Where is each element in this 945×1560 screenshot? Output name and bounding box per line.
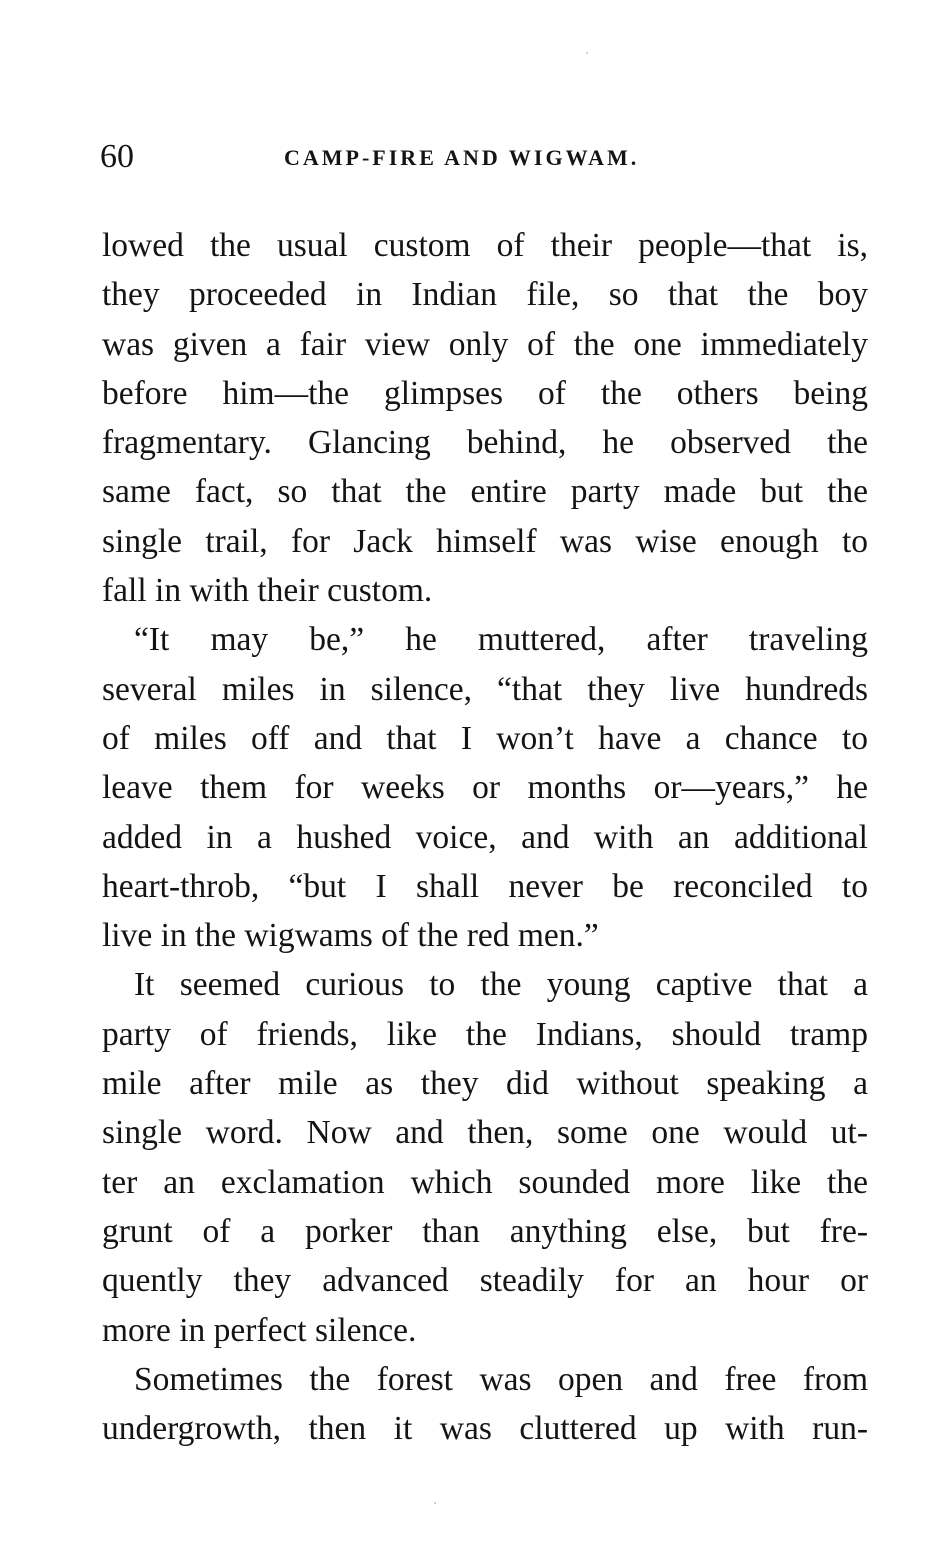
paragraph <box>102 221 868 615</box>
text-line: grunt of a porker than anything else, but fre- <box>102 1212 868 1250</box>
text-line: “It may be,” he muttered, after traveling <box>134 621 868 659</box>
paper-speck <box>434 1502 436 1504</box>
paragraph <box>102 960 868 1354</box>
page-header <box>100 132 870 182</box>
text-line: before him—the glimpses of the others being <box>102 374 868 412</box>
text-line: ter an exclamation which sounded more like the <box>102 1163 868 1201</box>
text-line: quently they advanced steadily for an hour or <box>102 1262 868 1300</box>
text-line: Sometimes the forest was open and free from <box>134 1360 868 1398</box>
text-line: added in a hushed voice, and with an additional <box>102 818 868 856</box>
text-line: leave them for weeks or months or—years,” he <box>102 769 868 807</box>
text-line: of miles off and that I won’t have a chance to <box>102 719 868 757</box>
text-line: they proceeded in Indian file, so that the boy <box>102 276 868 314</box>
page-number: 60 <box>100 138 134 175</box>
paper-speck <box>586 52 588 54</box>
text-line: mile after mile as they did without speaking a <box>102 1065 868 1103</box>
text-line: party of friends, like the Indians, should tramp <box>102 1015 868 1053</box>
running-title: CAMP-FIRE AND WIGWAM. <box>284 145 640 170</box>
text-line: heart-throb, “but I shall never be reconciled to <box>102 867 868 905</box>
body-text <box>102 221 868 1453</box>
paragraph <box>102 1355 868 1454</box>
text-line: It seemed curious to the young captive that a <box>134 966 868 1004</box>
paragraph <box>102 615 868 960</box>
text-line: fragmentary. Glancing behind, he observed the <box>102 424 868 462</box>
text-line: lowed the usual custom of their people—that is, <box>102 227 868 264</box>
text-line: undergrowth, then it was cluttered up with run- <box>102 1410 868 1448</box>
text-line: live in the wigwams of the red men.” <box>102 917 599 955</box>
text-line: was given a fair view only of the one immediately <box>102 325 868 363</box>
text-line: fall in with their custom. <box>102 572 433 610</box>
text-line: more in perfect silence. <box>102 1311 417 1349</box>
text-line: same fact, so that the entire party made but the <box>102 473 868 511</box>
text-line: single word. Now and then, some one would ut- <box>102 1114 868 1152</box>
text-line: single trail, for Jack himself was wise enough to <box>102 522 868 560</box>
text-line: several miles in silence, “that they live hundreds <box>102 670 868 708</box>
